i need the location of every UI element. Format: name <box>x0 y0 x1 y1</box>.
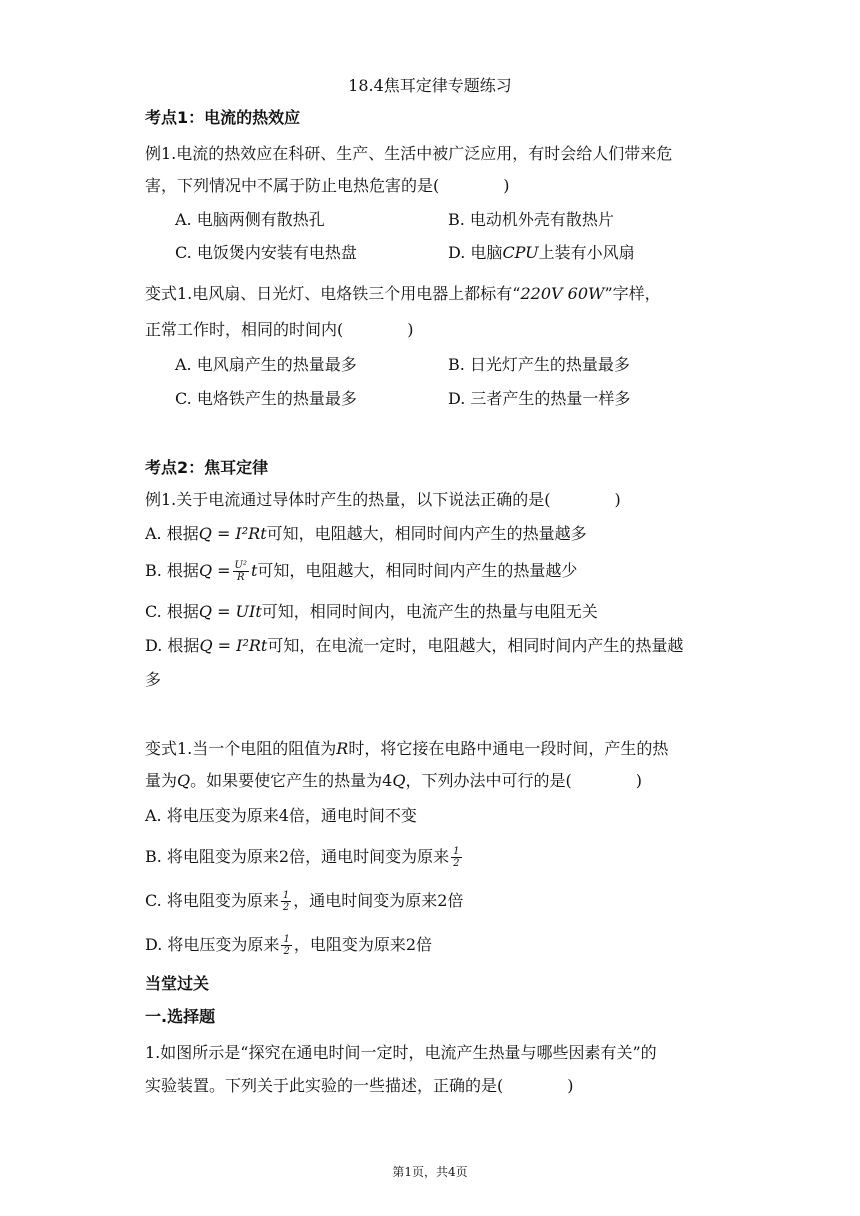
example-2-option-d-cont: 多 <box>145 670 162 689</box>
example-2-option-c: C. 根据Q = UIt可知，相同时间内，电流产生的热量与电阻无关 <box>145 602 598 621</box>
example-1-option-a: A. 电脑两侧有散热孔 <box>175 210 325 229</box>
variant-1-option-d: D. 三者产生的热量一样多 <box>448 389 631 408</box>
page-footer: 第1页，共4页 <box>392 1165 468 1179</box>
variant-2-stem-line2: 量为Q。如果要使它产生的热量为4Q，下列办法中可行的是( ) <box>145 771 642 790</box>
section-heading-3: 当堂过关 <box>145 974 210 993</box>
example-1-stem-line2: 害，下列情况中不属于防止电热危害的是( ) <box>145 176 510 195</box>
variant-1-option-b: B. 日光灯产生的热量最多 <box>448 355 630 374</box>
example-1-option-b: B. 电动机外壳有散热片 <box>448 210 614 229</box>
variant-2-option-a: A. 将电压变为原来4倍，通电时间不变 <box>145 806 417 825</box>
example-1-option-c: C. 电饭煲内安装有电热盘 <box>175 243 357 262</box>
section-heading-2: 考点2：焦耳定律 <box>145 458 269 477</box>
example-1-stem-line1: 例1.电流的热效应在科研、生产、生活中被广泛应用，有时会给人们带来危 <box>145 144 673 163</box>
fraction-one-half: $\frac{1}{2}$ <box>282 890 290 913</box>
variant-2-stem-line1: 变式1.当一个电阻的阻值为R时，将它接在电路中通电一段时间，产生的热 <box>145 739 669 758</box>
fraction-u2-over-r: $\frac{\text{U²}}{R}$ <box>234 560 247 583</box>
example-2-option-a: A. 根据Q = I²Rt可知，电阻越大，相同时间内产生的热量越多 <box>145 524 587 543</box>
variant-1-option-c: C. 电烙铁产生的热量最多 <box>175 389 357 408</box>
fraction-one-half: $\frac{1}{2}$ <box>453 846 460 869</box>
example-2-option-b: B. 根据Q = $\frac{\text{U²}}{R}$ t可知，电阻越大，相同时间内产生的热量越少 <box>145 560 578 583</box>
variant-2-option-b: B. 将电阻变为原来2倍，通电时间变为原来 $\frac{1}{2}$ <box>145 846 460 869</box>
question-1-line1: 1.如图所示是“探究在通电时间一定时，电流产生热量与哪些因素有关”的 <box>145 1043 657 1062</box>
page-title: 18.4焦耳定律专题练习 <box>348 76 512 95</box>
subsection-heading: 一.选择题 <box>145 1007 216 1026</box>
variant-2-option-c: C. 将电阻变为原来 $\frac{1}{2}$ ，通电时间变为原来2倍 <box>145 890 464 913</box>
example-2-option-d: D. 根据Q = I²Rt可知，在电流一定时，电阻越大，相同时间内产生的热量越 <box>145 636 684 655</box>
question-1-line2: 实验装置。下列关于此实验的一些描述，正确的是( ) <box>145 1076 574 1095</box>
variant-2-option-d: D. 将电压变为原来 $\frac{1}{2}$ ，电阻变为原来2倍 <box>145 934 432 957</box>
example-2-stem: 例1.关于电流通过导体时产生的热量，以下说法正确的是( ) <box>145 490 621 509</box>
variant-1-stem-line2: 正常工作时，相同的时间内( ) <box>145 320 414 339</box>
fraction-one-half: $\frac{1}{2}$ <box>283 934 290 957</box>
example-1-option-d: D. 电脑CPU上装有小风扇 <box>448 243 635 262</box>
variant-1-stem-line1: 变式1.电风扇、日光灯、电烙铁三个用电器上都标有“220V 60W”字样， <box>145 284 661 303</box>
section-heading-1: 考点1：电流的热效应 <box>145 108 301 127</box>
variant-1-option-a: A. 电风扇产生的热量最多 <box>175 355 357 374</box>
